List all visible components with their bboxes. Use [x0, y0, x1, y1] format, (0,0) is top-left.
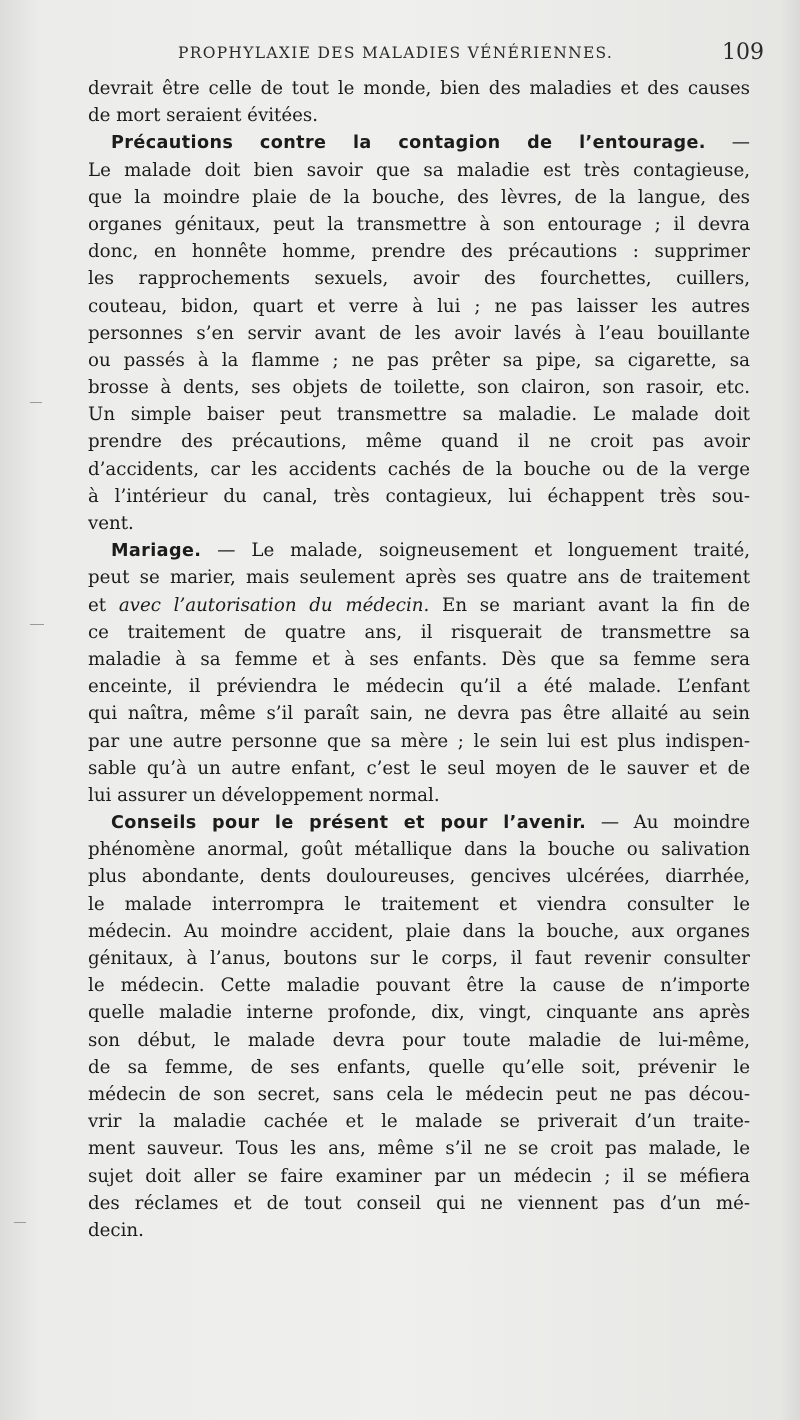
- section-heading: Conseils pour le présent et pour l’avenir.: [111, 813, 587, 834]
- text-line: peut se marier, mais seulement après ses quatre ans de traitement: [88, 567, 750, 589]
- margin-mark: [30, 624, 44, 625]
- text-line: Un simple baiser peut transmettre sa maladie. Le malade doit: [88, 404, 750, 426]
- margin-mark: [30, 402, 42, 403]
- text-line: vent.: [88, 513, 134, 534]
- text-line: quelle maladie interne profonde, dix, vingt, cinquante ans après: [88, 1002, 750, 1024]
- text-line: médecin de son secret, sans cela le médecin peut ne pas décou-: [88, 1083, 750, 1105]
- text-line: que la moindre plaie de la bouche, des lèvres, de la langue, des: [88, 186, 750, 208]
- text-line: des réclames et de tout conseil qui ne viennent pas d’un mé-: [88, 1192, 750, 1214]
- text-line: plus abondante, dents douloureuses, gencives ulcérées, diarrhée,: [88, 866, 750, 888]
- text-line: decin.: [88, 1219, 144, 1241]
- italic-phrase: avec l’autorisation du médecin.: [118, 594, 430, 616]
- text-line: sable qu’à un autre enfant, c’est le seul moyen de le sauver et de: [88, 757, 750, 779]
- text-line: enceinte, il préviendra le médecin qu’il a été malade. L’enfant: [88, 676, 750, 698]
- text-line: le médecin. Cette maladie pouvant être la cause de n’importe: [88, 975, 750, 997]
- text-line: le malade interrompra le traitement et viendra consulter le: [88, 893, 750, 915]
- text-line: à l’intérieur du canal, très contagieux, lui échappent très sou-: [88, 485, 750, 507]
- text-line: Le malade doit bien savoir que sa maladie est très contagieuse,: [88, 159, 750, 181]
- text-line: vrir la maladie cachée et le malade se priverait d’un traite-: [88, 1111, 750, 1133]
- text-fragment: et: [88, 594, 119, 616]
- section-heading-line: [88, 809, 750, 836]
- text-line: devrait être celle de tout le monde, bien des maladies et des causes: [88, 78, 750, 99]
- text-fragment: En se mariant avant la fin de: [429, 594, 750, 616]
- text-line: les rapprochements sexuels, avoir des fourchettes, cuillers,: [88, 268, 750, 290]
- text-line: prendre des précautions, même quand il ne croit pas avoir: [88, 431, 750, 453]
- text-line: ment sauveur. Tous les ans, même s’il ne se croit pas malade, le: [88, 1138, 750, 1160]
- margin-mark: [14, 1222, 26, 1223]
- running-title: PROPHYLAXIE DES MALADIES VÉNÉRIENNES.: [178, 44, 614, 62]
- text-line: de mort seraient évitées.: [88, 105, 318, 127]
- text-line: génitaux, à l’anus, boutons sur le corps, il faut revenir consulter: [88, 948, 750, 969]
- text-line: [88, 592, 750, 619]
- heading-continuation: — Le malade, soigneusement et longuement traité,: [201, 540, 750, 562]
- text-line: sujet doit aller se faire examiner par un médecin ; il se méfiera: [88, 1165, 750, 1187]
- text-line: d’accidents, car les accidents cachés de la bouche ou de la verge: [88, 458, 750, 480]
- text-line: ou passés à la flamme ; ne pas prêter sa pipe, sa cigarette, sa: [88, 349, 750, 371]
- body-text: [88, 75, 750, 1244]
- text-line: personnes s’en servir avant de les avoir lavés à l’eau bouillante: [88, 322, 750, 344]
- page-number: 109: [722, 40, 764, 65]
- section-heading-line: [88, 537, 750, 564]
- heading-continuation: — Au moindre: [586, 812, 750, 834]
- text-line: de sa femme, de ses enfants, quelle qu’elle soit, prévenir le: [88, 1056, 750, 1078]
- section-heading-line: [88, 129, 750, 156]
- text-line: phénomène anormal, goût métallique dans la bouche ou salivation: [88, 839, 750, 861]
- text-line: donc, en honnête homme, prendre des précautions : supprimer: [88, 241, 750, 263]
- running-head: [178, 40, 770, 70]
- text-line: médecin. Au moindre accident, plaie dans la bouche, aux organes: [88, 920, 750, 942]
- text-line: ce traitement de quatre ans, il risquerait de transmettre sa: [88, 621, 750, 643]
- text-line: brosse à dents, ses objets de toilette, son clairon, son rasoir, etc.: [88, 377, 750, 399]
- text-line: organes génitaux, peut la transmettre à son entourage ; il devra: [88, 213, 750, 235]
- text-line: lui assurer un développement normal.: [88, 784, 440, 806]
- section-heading: Précautions contre la contagion de l’entourage.: [111, 133, 706, 154]
- section-heading: Mariage.: [111, 541, 202, 562]
- text-line: son début, le malade devra pour toute maladie de lui-même,: [88, 1029, 750, 1051]
- text-line: couteau, bidon, quart et verre à lui ; ne pas laisser les autres: [88, 295, 750, 317]
- text-line: qui naîtra, même s’il paraît sain, ne devra pas être allaité au sein: [88, 703, 750, 725]
- heading-dash: —: [705, 132, 750, 154]
- text-line: par une autre personne que sa mère ; le sein lui est plus indispen-: [88, 730, 750, 752]
- text-line: maladie à sa femme et à ses enfants. Dès que sa femme sera: [88, 648, 750, 670]
